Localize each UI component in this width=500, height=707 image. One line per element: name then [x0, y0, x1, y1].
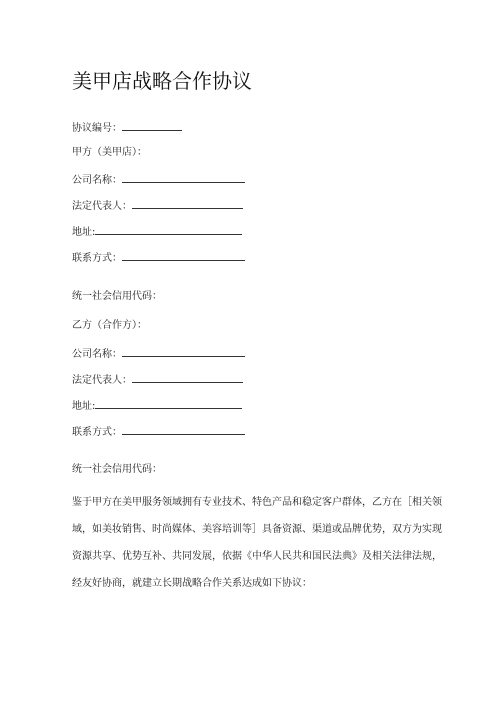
party-a-address-line	[72, 224, 242, 240]
preamble-line: 经友好协商，就建立长期战略合作关系达成如下协议：	[72, 578, 312, 589]
party-b-company-label: 公司名称：	[72, 349, 122, 360]
agreement-number-line	[72, 120, 182, 136]
party-a-contact-line	[72, 250, 245, 266]
document-title: 美甲店战略合作协议	[72, 69, 252, 93]
agreement-number-blank	[122, 120, 182, 131]
party-a-address-blank	[95, 224, 242, 235]
party-a-credit-code: 统一社会信用代码：	[72, 291, 162, 302]
party-b-address-label: 地址:	[72, 401, 96, 412]
party-a-address-label: 地址:	[72, 227, 96, 238]
preamble-line: 鉴于甲方在美甲服务领域拥有专业技术、特色产品和稳定客户群体，乙方在［相关领	[72, 497, 442, 508]
party-a-legal-rep-label: 法定代表人：	[72, 201, 132, 212]
agreement-number-label: 协议编号：	[72, 123, 122, 134]
party-b-heading: 乙方（合作方）：	[72, 320, 147, 331]
preamble-line: 域，如美妆销售、时尚媒体、美容培训等］具备资源、渠道或品牌优势，双方为实现	[72, 524, 442, 535]
party-a-legal-rep-line	[72, 198, 243, 214]
party-a-company-blank	[122, 172, 245, 183]
party-b-legal-rep-label: 法定代表人：	[72, 375, 132, 386]
party-b-credit-code: 统一社会信用代码：	[72, 464, 162, 475]
preamble-paragraph	[72, 489, 442, 597]
party-a-company-line	[72, 172, 245, 188]
party-a-contact-blank	[122, 250, 245, 261]
party-b-contact-label: 联系方式：	[72, 427, 122, 438]
party-b-address-line	[72, 398, 242, 414]
party-b-company-blank	[122, 346, 245, 357]
party-b-contact-blank	[122, 424, 245, 435]
party-a-heading: 甲方（美甲店）：	[72, 147, 147, 158]
party-a-company-label: 公司名称：	[72, 175, 122, 186]
party-b-company-line	[72, 346, 245, 362]
party-b-legal-rep-blank	[132, 372, 243, 383]
party-a-contact-label: 联系方式：	[72, 253, 122, 264]
party-b-address-blank	[95, 398, 242, 409]
party-b-contact-line	[72, 424, 245, 440]
party-a-legal-rep-blank	[132, 198, 243, 209]
party-b-legal-rep-line	[72, 372, 243, 388]
preamble-line: 资源共享、优势互补、共同发展，依据《中华人民共和国民法典》及相关法律法规，	[72, 551, 442, 562]
